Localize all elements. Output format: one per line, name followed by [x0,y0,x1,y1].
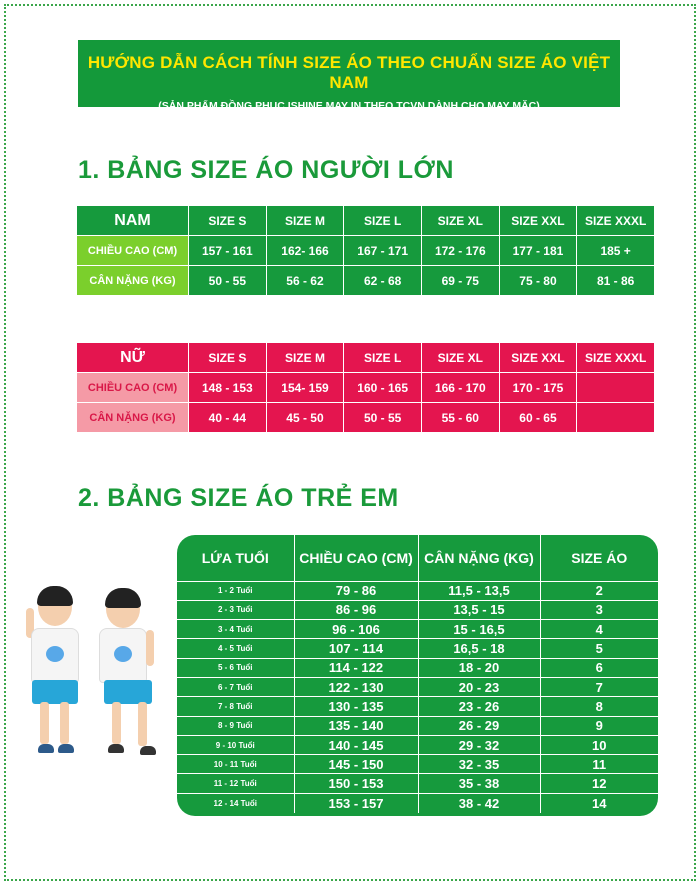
men-height-cell: 157 - 161 [189,236,267,266]
kids-table-row [177,697,658,716]
kids-table-row [177,793,658,812]
kids-weight-cell: 15 - 16,5 [418,620,540,639]
kids-age-cell: 11 - 12 Tuổi [177,774,294,793]
men-height-cell: 177 - 181 [499,236,577,266]
women-weight-cell: 55 - 60 [421,403,499,433]
kids-size-cell: 11 [540,755,658,774]
women-weight-label: CÂN NẶNG (KG) [77,403,189,433]
kids-age-cell: 1 - 2 Tuổi [177,581,294,600]
kids-height-cell: 145 - 150 [294,755,418,774]
women-weight-row [77,403,655,433]
men-header-row [77,206,655,236]
kids-weight-cell: 35 - 38 [418,774,540,793]
kids-height-cell: 135 - 140 [294,716,418,735]
men-size-header: SIZE XL [421,206,499,236]
kids-size-cell: 9 [540,716,658,735]
kids-age-cell: 9 - 10 Tuổi [177,735,294,754]
kids-size-cell: 7 [540,677,658,696]
men-size-header: SIZE XXXL [577,206,655,236]
kids-table-row [177,677,658,696]
men-weight-cell: 69 - 75 [421,266,499,296]
kids-weight-cell: 32 - 35 [418,755,540,774]
kids-size-table [177,535,658,813]
women-weight-cell: 50 - 55 [344,403,422,433]
kids-age-cell: 8 - 9 Tuổi [177,716,294,735]
women-weight-cell [577,403,655,433]
kids-size-cell: 2 [540,581,658,600]
kids-weight-cell: 20 - 23 [418,677,540,696]
men-height-cell: 162- 166 [266,236,344,266]
kids-age-cell: 3 - 4 Tuổi [177,620,294,639]
men-weight-cell: 50 - 55 [189,266,267,296]
kids-header-row [177,535,658,581]
men-table-title: NAM [77,206,189,236]
kids-weight-cell: 18 - 20 [418,658,540,677]
kids-age-cell: 5 - 6 Tuổi [177,658,294,677]
kids-age-cell: 10 - 11 Tuổi [177,755,294,774]
kids-header-age: LỨA TUỔI [177,535,294,581]
kids-height-cell: 86 - 96 [294,600,418,619]
kids-height-cell: 150 - 153 [294,774,418,793]
kids-size-cell: 4 [540,620,658,639]
men-weight-cell: 75 - 80 [499,266,577,296]
section-title-kids: 2. BẢNG SIZE ÁO TRẺ EM [78,484,399,512]
kids-age-cell: 6 - 7 Tuổi [177,677,294,696]
kids-size-cell: 6 [540,658,658,677]
kids-header-size: SIZE ÁO [540,535,658,581]
men-size-header: SIZE XXL [499,206,577,236]
men-height-row [77,236,655,266]
kids-table-row [177,639,658,658]
men-height-cell: 167 - 171 [344,236,422,266]
kids-size-cell: 12 [540,774,658,793]
men-size-table [76,205,655,296]
kids-table-row [177,755,658,774]
kids-table-row [177,735,658,754]
kids-header-weight: CÂN NẶNG (KG) [418,535,540,581]
kids-size-cell: 5 [540,639,658,658]
kids-size-cell: 10 [540,735,658,754]
kids-height-cell: 107 - 114 [294,639,418,658]
men-size-header: SIZE S [189,206,267,236]
kids-height-cell: 153 - 157 [294,793,418,812]
women-height-cell: 154- 159 [266,373,344,403]
kids-header-height: CHIỀU CAO (CM) [294,535,418,581]
men-weight-row [77,266,655,296]
kids-age-cell: 7 - 8 Tuổi [177,697,294,716]
men-weight-cell: 62 - 68 [344,266,422,296]
men-height-cell: 172 - 176 [421,236,499,266]
kids-weight-cell: 11,5 - 13,5 [418,581,540,600]
women-size-header: SIZE XXXL [577,343,655,373]
women-height-cell [577,373,655,403]
kids-table-row [177,581,658,600]
kids-height-cell: 96 - 106 [294,620,418,639]
women-table-title: NỮ [77,343,189,373]
kids-table-row [177,658,658,677]
women-height-row [77,373,655,403]
women-height-label: CHIỀU CAO (CM) [77,373,189,403]
men-weight-cell: 81 - 86 [577,266,655,296]
women-height-cell: 148 - 153 [189,373,267,403]
women-height-cell: 166 - 170 [421,373,499,403]
women-weight-cell: 60 - 65 [499,403,577,433]
men-height-label: CHIỀU CAO (CM) [77,236,189,266]
banner-subtitle: (SẢN PHẨM ĐỒNG PHỤC ISHINE MAY IN THEO TCVN DÀNH CHO MAY MẶC) [158,100,540,112]
women-weight-cell: 40 - 44 [189,403,267,433]
kids-size-cell: 3 [540,600,658,619]
kids-weight-cell: 38 - 42 [418,793,540,812]
header-banner [78,40,620,112]
kids-age-cell: 4 - 5 Tuổi [177,639,294,658]
kids-weight-cell: 13,5 - 15 [418,600,540,619]
kids-age-cell: 12 - 14 Tuổi [177,793,294,812]
banner-title: HƯỚNG DẪN CÁCH TÍNH SIZE ÁO THEO CHUẨN SIZE ÁO VIỆT NAM [87,53,611,92]
women-height-cell: 160 - 165 [344,373,422,403]
kids-height-cell: 122 - 130 [294,677,418,696]
men-size-header: SIZE M [266,206,344,236]
kids-weight-cell: 26 - 29 [418,716,540,735]
kids-height-cell: 114 - 122 [294,658,418,677]
women-size-header: SIZE S [189,343,267,373]
men-weight-label: CÂN NẶNG (KG) [77,266,189,296]
women-size-table [76,342,655,433]
women-header-row [77,343,655,373]
men-height-cell: 185 + [577,236,655,266]
kids-table-row [177,600,658,619]
women-height-cell: 170 - 175 [499,373,577,403]
kids-size-cell: 14 [540,793,658,812]
section-title-adult: 1. BẢNG SIZE ÁO NGƯỜI LỚN [78,156,454,184]
kids-weight-cell: 16,5 - 18 [418,639,540,658]
kids-table-row [177,716,658,735]
women-size-header: SIZE XXL [499,343,577,373]
kids-table-row [177,620,658,639]
women-weight-cell: 45 - 50 [266,403,344,433]
men-weight-cell: 56 - 62 [266,266,344,296]
kids-height-cell: 140 - 145 [294,735,418,754]
kids-weight-cell: 23 - 26 [418,697,540,716]
men-size-header: SIZE L [344,206,422,236]
kids-weight-cell: 29 - 32 [418,735,540,754]
kids-size-table-container [177,535,658,816]
women-size-header: SIZE M [266,343,344,373]
kids-age-cell: 2 - 3 Tuổi [177,600,294,619]
kids-table-row [177,774,658,793]
kids-size-cell: 8 [540,697,658,716]
kids-height-cell: 130 - 135 [294,697,418,716]
women-size-header: SIZE XL [421,343,499,373]
women-size-header: SIZE L [344,343,422,373]
kids-height-cell: 79 - 86 [294,581,418,600]
